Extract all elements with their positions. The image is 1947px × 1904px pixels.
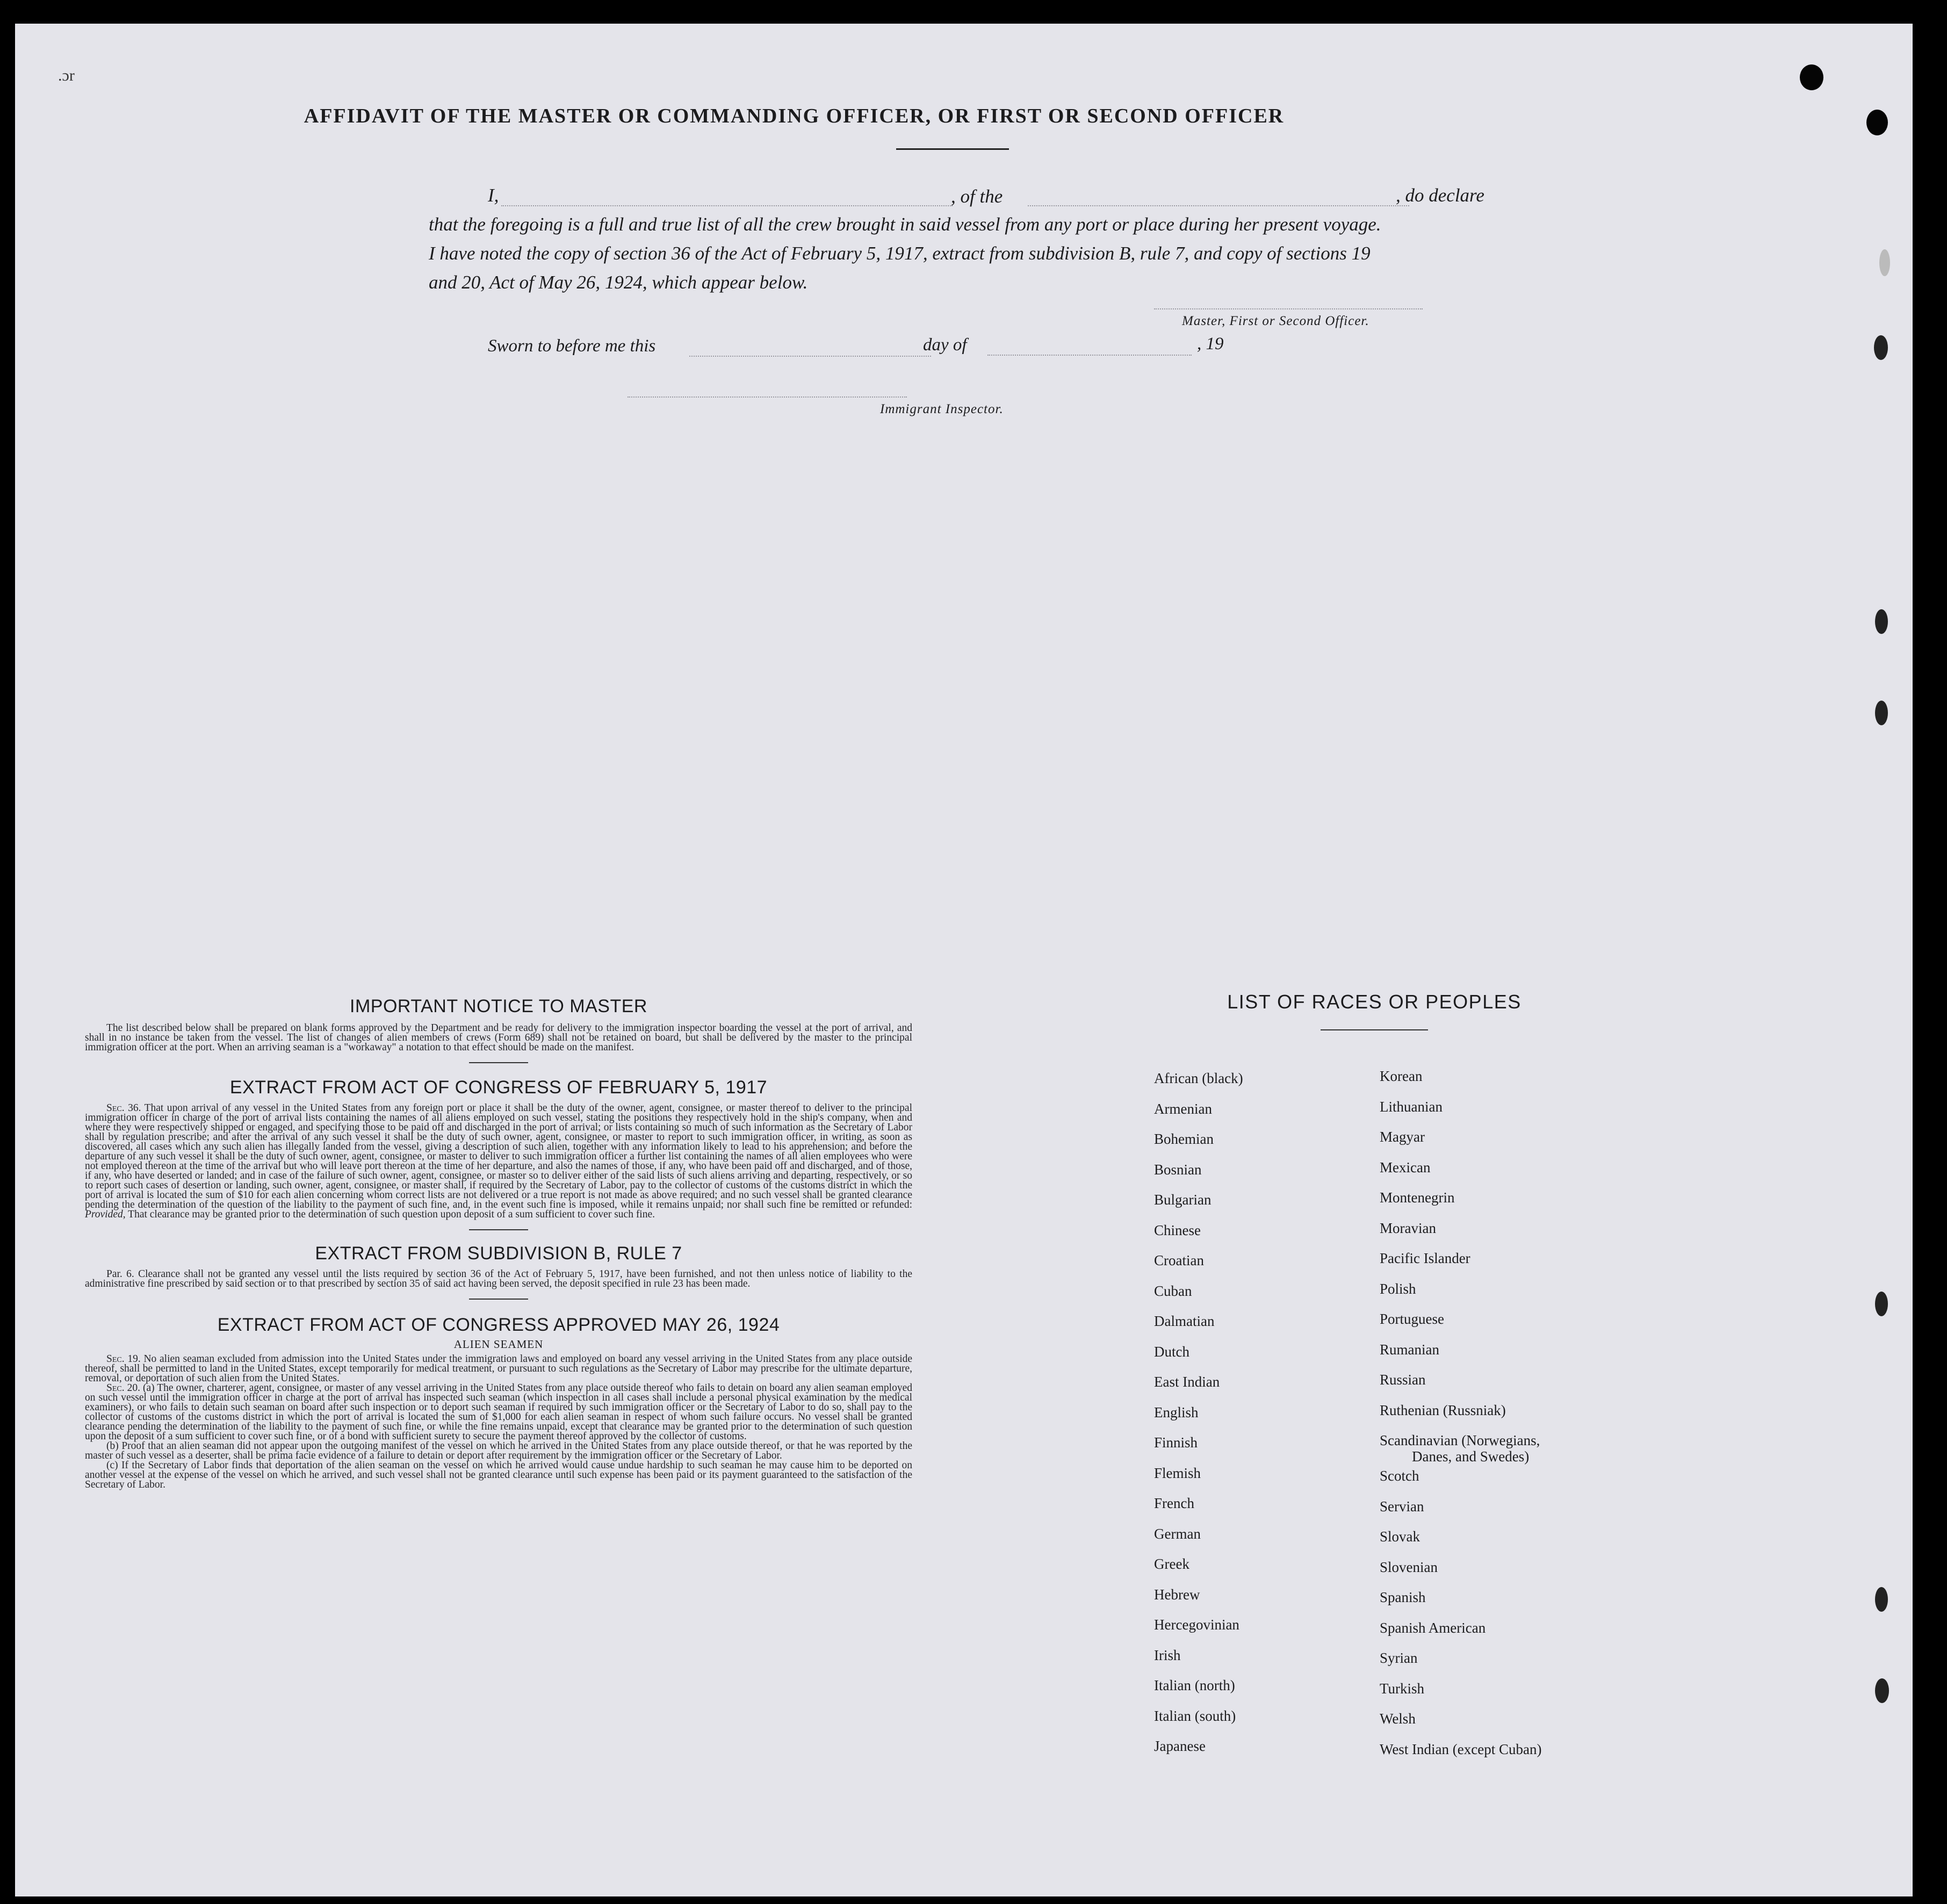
affidavit-line2: that the foregoing is a full and true list of all the crew brought in said vessel from any port or place during her present voyage. <box>429 214 1381 235</box>
race-item: Korean <box>1380 1068 1423 1084</box>
binder-hole-icon <box>1875 1292 1888 1316</box>
race-item: Hebrew <box>1154 1586 1200 1603</box>
race-item: Scandinavian (Norwegians, <box>1380 1432 1540 1448</box>
race-item: German <box>1154 1525 1201 1542</box>
sworn-year-label: , 19 <box>1197 334 1224 354</box>
alien-seamen-subheading: ALIEN SEAMEN <box>453 1338 544 1351</box>
race-item: Bosnian <box>1154 1161 1202 1178</box>
race-item: Welsh <box>1380 1711 1416 1727</box>
race-item: Cuban <box>1154 1282 1192 1299</box>
races-right-column <box>1380 1068 1541 1771</box>
race-item: West Indian (except Cuban) <box>1380 1741 1542 1757</box>
notice-body: The list described below shall be prepared on blank forms approved by the Department and be ready for delivery to the immigration inspector boarding the vessel at the port of arrival, and shall in no instance be taken from the vessel. The list of changes of alien members of crews (Form 689) shall not be retained on board, but shall be delivered by the master to the principal immigration officer at the port. When an arriving seaman is a "workaway" a notation to that effect should be made on the manifest. <box>85 1022 912 1053</box>
race-item: Scotch <box>1380 1468 1419 1484</box>
race-item: Ruthenian (Russniak) <box>1380 1402 1506 1418</box>
master-signature-field[interactable] <box>1154 308 1423 309</box>
race-item: Pacific Islander <box>1380 1250 1470 1266</box>
race-item: Mexican <box>1380 1159 1431 1175</box>
race-item: Servian <box>1380 1498 1424 1514</box>
proviso-label: Provided, <box>85 1209 126 1220</box>
race-item: Montenegrin <box>1380 1189 1455 1206</box>
form-page <box>15 24 1913 1896</box>
race-item: Greek <box>1154 1556 1189 1572</box>
extract-1924-heading: EXTRACT FROM ACT OF CONGRESS APPROVED MAY 26, 1924 <box>217 1315 780 1335</box>
race-item: Bulgarian <box>1154 1192 1212 1208</box>
race-item: Portuguese <box>1380 1311 1444 1327</box>
binder-hole-icon <box>1875 609 1888 634</box>
sec20a-body <box>85 1383 912 1441</box>
declarant-name-field[interactable] <box>501 205 953 206</box>
race-item: Finnish <box>1154 1434 1198 1451</box>
extract-1917-heading: EXTRACT FROM ACT OF CONGRESS OF FEBRUARY 5, 1917 <box>229 1077 768 1098</box>
extract-rule7-body: Par. 6. Clearance shall not be granted any vessel until the lists required by section 36 of the Act of February 5, 1917, have been furnished, and not then unless notice of liability to the administrative fine prescribed by said section or to that prescribed by section 35 of said act having been served, the deposit specified in rule 23 has been made. <box>85 1268 912 1289</box>
race-item: Slovak <box>1380 1528 1420 1545</box>
races-left-column <box>1154 1070 1243 1769</box>
affidavit-line4: and 20, Act of May 26, 1924, which appear below. <box>429 272 808 293</box>
title-divider <box>896 148 1009 150</box>
race-item: Polish <box>1380 1280 1416 1297</box>
affidavit-line3: I have noted the copy of section 36 of the Act of February 5, 1917, extract from subdivision B, rule 7, and copy of sections 19 <box>429 243 1371 264</box>
sec36-text: That upon arrival of any vessel in the United States from any foreign port or place it shall be the duty of the owner, agent, consignee, or master thereof to deliver to the principal immigration officer in charge of the port of arrival lists containing the names of all aliens employed on such vessel, stating the positions they respectively hold in the ship's company, when and where they were respectively shipped or engaged, and specifying those to be paid off and discharged in the port of arrival; or lists containing so much of such information as the Secretary of Labor shall by regulation prescribe; and after the arrival of any such vessel it shall be the duty of such owner, agent, consignee, or master to report to such immigration officer, in writing, as soon as discovered, all cases which any such alien has illegally landed from the vessel, giving a description of such alien, together with any information likely to lead to his apprehension; and before the departure of any such vessel it shall be the duty of such owner, agent, consignee, or master to deliver to such immigration officer a further list containing the names of all alien employees who were not employed thereon at the time of the arrival but who will leave port thereon at the time of her departure, and also the names of those, if any, who have been paid off and discharged, and of those, if any, who have deserted or landed; and in case of the failure of such owner, agent, consignee, or master so to deliver either of the said lists of such aliens arriving and departing, respectively, or so to report such cases of desertion or landing, such owner, agent, consignee, or master shall, if required by the Secretary of Labor, pay to the collector of customs of the customs district in which the port of arrival is located the sum of $10 for each alien concerning whom correct lists are not delivered or a true report is not made as above required; and no such vessel shall be granted clearance pending the determination of the question of the liability to the payment of such fine, and, in the event such fine is imposed, while it remains unpaid; nor shall such fine be remitted or refunded: <box>85 1102 912 1210</box>
race-item: Turkish <box>1380 1680 1425 1697</box>
race-item: Syrian <box>1380 1650 1418 1666</box>
race-item: Croatian <box>1154 1252 1204 1268</box>
sec20b-body: (b) Proof that an alien seaman did not appear upon the outgoing manifest of the vessel on which he arrived in the United States from any place outside thereof, or that he was reported by the master of such vessel as a deserter, shall be prima facie evidence of a failure to detain or deport after requirement by the immigration officer or the Secretary of Labor. <box>85 1440 912 1461</box>
binder-hole-icon <box>1800 64 1823 90</box>
race-item: Magyar <box>1380 1129 1425 1145</box>
race-item: Japanese <box>1154 1738 1206 1754</box>
race-item: Spanish <box>1380 1589 1426 1605</box>
sworn-day-field[interactable] <box>689 356 931 357</box>
binder-hole-icon <box>1874 335 1888 360</box>
binder-hole-icon <box>1866 110 1888 135</box>
sec20a-text: (a) The owner, charterer, agent, consignee, or master of any vessel arriving in the United States from any place outside thereof who fails to detain on board any alien seaman employed on such vessel until the immigration officer in charge at the port of arrival has inspected such seaman (which inspection in all cases shall include a personal physical examination by the medical examiners), or who fails to detain such seaman on board after such inspection or to deport such seaman if required by such immigration officer or the Secretary of Labor to do so, shall pay to the collector of customs of the customs district in which the port of arrival is located the sum of $1,000 for each alien seaman in respect of whom such failure occurs. No vessel shall be granted clearance pending the determination of the liability to the payment of such fine, or while the fine remains unpaid, except that clearance may be granted prior to the determination of such question upon the deposit of a sum sufficient to cover such fine, or of a bond with sufficient surety to secure the payment thereof approved by the collector of customs. <box>85 1382 912 1442</box>
sec36-label: Sec. 36. <box>106 1102 141 1114</box>
race-item: Lithuanian <box>1380 1098 1443 1115</box>
races-heading: LIST OF RACES OR PEOPLES <box>1227 991 1521 1013</box>
race-item: African (black) <box>1154 1070 1243 1086</box>
binder-hole-icon <box>1875 1678 1889 1703</box>
race-item: Hercegovinian <box>1154 1617 1239 1633</box>
race-item: Irish <box>1154 1647 1181 1663</box>
race-item: Spanish American <box>1380 1619 1486 1636</box>
sec19-body <box>85 1354 912 1383</box>
race-item: Armenian <box>1154 1100 1212 1117</box>
race-item: East Indian <box>1154 1374 1220 1390</box>
race-item: Dalmatian <box>1154 1313 1215 1329</box>
extract-1917-body <box>85 1104 912 1220</box>
race-item: Bohemian <box>1154 1131 1214 1147</box>
race-item: Italian (north) <box>1154 1677 1235 1693</box>
binder-hole-icon <box>1875 701 1888 725</box>
sworn-month-field[interactable] <box>987 355 1192 356</box>
vessel-name-field[interactable] <box>1028 205 1409 206</box>
notice-heading: IMPORTANT NOTICE TO MASTER <box>350 996 647 1016</box>
race-item: Flemish <box>1154 1465 1201 1481</box>
proviso-text: That clearance may be granted prior to the determination of such question upon deposit of a sum sufficient to cover such fine. <box>128 1209 655 1220</box>
race-item: Italian (south) <box>1154 1707 1236 1724</box>
notices-column <box>85 996 912 1490</box>
section-divider <box>469 1299 528 1300</box>
master-caption: Master, First or Second Officer. <box>1182 314 1369 328</box>
inspector-signature-field[interactable] <box>628 396 907 398</box>
corner-mark: .ɔr <box>58 67 75 84</box>
extract-rule7-heading: EXTRACT FROM SUBDIVISION B, RULE 7 <box>315 1243 682 1264</box>
affidavit-line1-mid: , of the <box>951 186 1003 207</box>
affidavit-title: AFFIDAVIT OF THE MASTER OR COMMANDING OFFICER, OR FIRST OR SECOND OFFICER <box>304 105 1285 127</box>
binder-hole-icon <box>1879 249 1890 276</box>
inspector-caption: Immigrant Inspector. <box>880 402 1004 416</box>
race-item: Chinese <box>1154 1222 1201 1238</box>
race-item: Russian <box>1380 1372 1426 1388</box>
races-divider <box>1321 1029 1428 1030</box>
race-item: French <box>1154 1495 1194 1511</box>
binder-hole-icon <box>1875 1587 1888 1612</box>
sec20-label: Sec. 20. <box>106 1382 140 1394</box>
affidavit-line1-end: , do declare <box>1396 185 1484 206</box>
sec20c-body: (c) If the Secretary of Labor finds that deportation of the alien seaman on the vessel on which he arrived would cause undue hardship to such seaman he may cause him to be deported on another vessel at the expense of the vessel on which he arrived, and such vessel shall not be granted clearance until such expense has been paid or its payment guaranteed to the satisfaction of the Secretary of Labor. <box>85 1460 912 1490</box>
race-item: Slovenian <box>1380 1559 1438 1575</box>
section-divider <box>469 1062 528 1063</box>
race-item: Dutch <box>1154 1343 1189 1360</box>
section-divider <box>469 1229 528 1230</box>
sworn-prefix: Sworn to before me this <box>488 336 656 356</box>
race-item: Moravian <box>1380 1220 1436 1236</box>
sworn-day-label: day of <box>923 335 967 355</box>
sec19-text: No alien seaman excluded from admission into the United States under the immigration laws and employed on board any vessel arriving in the United States from any place outside thereof, shall be permitted to land in the United States, except temporarily for medical treatment, or pursuant to such regulations as the Secretary of Labor may prescribe for the ultimate departure, removal, or deportation of such alien from the United States. <box>85 1353 913 1384</box>
race-item-continued: Danes, and Swedes) <box>1412 1448 1530 1465</box>
affidavit-line1-prefix: I, <box>488 185 499 206</box>
race-item: English <box>1154 1404 1199 1420</box>
race-item: Rumanian <box>1380 1341 1439 1358</box>
sec19-label: Sec. 19. <box>106 1353 141 1365</box>
